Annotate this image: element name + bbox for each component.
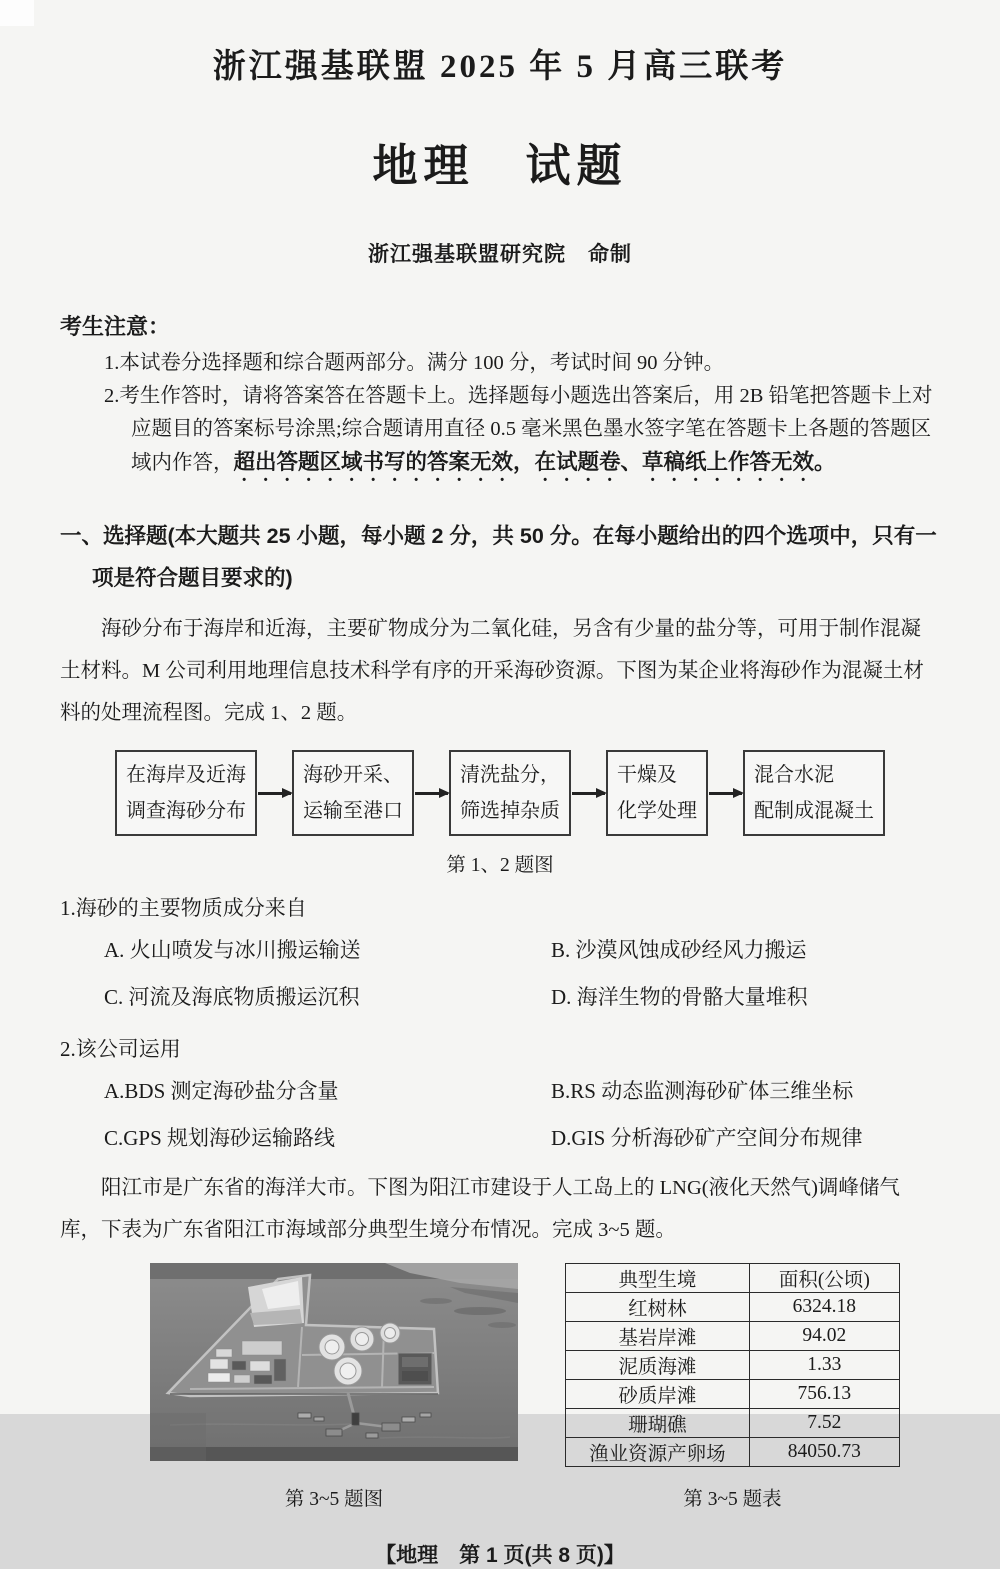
notice-item-2-emphasis: 超出答题区域书写的答案无效，在试题卷、草稿纸上作答无效。 <box>233 450 836 475</box>
area-cell: 6324.18 <box>749 1293 899 1322</box>
option-d: D.GIS 分析海砂矿产空间分布规律 <box>551 1126 863 1151</box>
arrow-right-icon <box>572 792 605 795</box>
page-footer: 【地理 第 1 页(共 8 页)】 <box>375 1544 625 1568</box>
flow-step-line: 海砂开采、 <box>303 764 403 787</box>
question-2-stem: 2.该公司运用 <box>60 1037 181 1062</box>
habitat-cell: 泥质海滩 <box>566 1351 750 1380</box>
flow-step-line: 干燥及 <box>617 764 677 787</box>
option-c: C.GPS 规划海砂运输路线 <box>104 1126 336 1151</box>
arrow-right-icon <box>415 792 448 795</box>
notice-item-1: 1.本试卷分选择题和综合题两部分。满分 100 分，考试时间 90 分钟。 <box>104 352 725 374</box>
habitat-header: 典型生境 <box>566 1264 750 1293</box>
subject-title: 地理 试题 <box>372 141 628 191</box>
area-cell: 84050.73 <box>749 1438 899 1467</box>
photo-caption: 第 3~5 题图 <box>284 1489 384 1511</box>
flow-step-line: 运输至港口 <box>303 800 403 823</box>
issuer-line: 浙江强基联盟研究院 命制 <box>368 242 632 266</box>
flow-step-line: 混合水泥 <box>754 764 834 787</box>
arrow-right-icon <box>709 792 742 795</box>
flow-step-line: 化学处理 <box>617 800 697 823</box>
flow-step-line: 筛选掉杂质 <box>460 800 560 823</box>
flow-step <box>743 750 885 836</box>
area-cell: 7.52 <box>749 1409 899 1438</box>
question-2 <box>60 1030 940 1159</box>
question-1 <box>60 889 940 1018</box>
habitat-cell: 砂质岸滩 <box>566 1380 750 1409</box>
option-a: A.BDS 测定海砂盐分含量 <box>104 1079 339 1104</box>
habitat-table <box>565 1263 900 1467</box>
table-row <box>566 1438 900 1467</box>
option-d: D. 海洋生物的骨骼大量堆积 <box>551 985 808 1010</box>
candidate-notice <box>60 310 940 486</box>
table-header-row <box>566 1264 900 1293</box>
area-cell: 756.13 <box>749 1380 899 1409</box>
notice-heading: 考生注意： <box>60 314 171 339</box>
option-a: A. 火山喷发与冰川搬运输送 <box>104 938 361 963</box>
table-caption: 第 3~5 题表 <box>683 1489 782 1511</box>
option-c: C. 河流及海底物质搬运沉积 <box>104 985 360 1010</box>
habitat-cell: 渔业资源产卵场 <box>566 1438 750 1467</box>
flow-step-line: 清洗盐分， <box>460 764 560 787</box>
notice-item-2 <box>104 380 940 487</box>
flow-step <box>115 750 257 836</box>
figure-captions <box>60 1483 940 1511</box>
question-2-options <box>104 1070 940 1159</box>
process-flowchart <box>60 750 940 836</box>
table-row <box>566 1409 900 1438</box>
table-row <box>566 1293 900 1322</box>
q3-5-figures <box>60 1263 940 1467</box>
q1-2-intro: 海砂分布于海岸和近海，主要矿物成分为二氧化硅，另含有少量的盐分等，可用于制作混凝土材料。M 公司利用地理信息技术科学有序的开采海砂资源。下图为某企业将海砂作为混凝土材料的处理流程图。完成 1、2 题。 <box>60 618 924 725</box>
q3-5-intro: 阳江市是广东省的海洋大市。下图为阳江市建设于人工岛上的 LNG(液化天然气)调峰储气库，下表为广东省阳江市海域部分典型生境分布情况。完成 3~5 题。 <box>60 1177 900 1242</box>
flow-step-line: 在海岸及近海 <box>126 764 246 787</box>
question-1-stem: 1.海砂的主要物质成分来自 <box>60 896 307 921</box>
question-1-options <box>104 929 940 1018</box>
flow-step-line: 调查海砂分布 <box>126 800 246 823</box>
flowchart-caption: 第 1、2 题图 <box>446 855 554 877</box>
flow-step-line: 配制成混凝土 <box>754 800 874 823</box>
area-cell: 1.33 <box>749 1351 899 1380</box>
scan-artifact <box>0 0 34 26</box>
habitat-cell: 红树林 <box>566 1293 750 1322</box>
flow-step <box>292 750 414 836</box>
flow-step <box>606 750 708 836</box>
arrow-right-icon <box>258 792 291 795</box>
habitat-cell: 基岩岸滩 <box>566 1322 750 1351</box>
exam-title: 浙江强基联盟 2025 年 5 月高三联考 <box>212 49 788 85</box>
area-header: 面积(公顷) <box>749 1264 899 1293</box>
notice-list <box>104 347 940 486</box>
flow-step <box>449 750 571 836</box>
lng-island-photo <box>150 1263 518 1461</box>
table-row <box>566 1380 900 1409</box>
notice-item-2-normal: 2.考生作答时，请将答案答在答题卡上。选择题每小题选出答案后，用 2B 铅笔把答题卡上对应题目的答案标号涂黑;综合题请用直径 0.5 毫米黑色墨水签字笔在答题卡上各题的答题区域内作答， <box>104 384 933 475</box>
table-row <box>566 1351 900 1380</box>
section-1-heading: 一、选择题(本大题共 25 小题，每小题 2 分，共 50 分。在每小题给出的四个选项中，只有一项是符合题目要求的) <box>60 524 937 591</box>
table-row <box>566 1322 900 1351</box>
lng-island-illustration <box>150 1263 518 1461</box>
area-cell: 94.02 <box>749 1322 899 1351</box>
option-b: B.RS 动态监测海砂矿体三维坐标 <box>551 1079 854 1104</box>
option-b: B. 沙漠风蚀成砂经风力搬运 <box>551 938 807 963</box>
habitat-cell: 珊瑚礁 <box>566 1409 750 1438</box>
